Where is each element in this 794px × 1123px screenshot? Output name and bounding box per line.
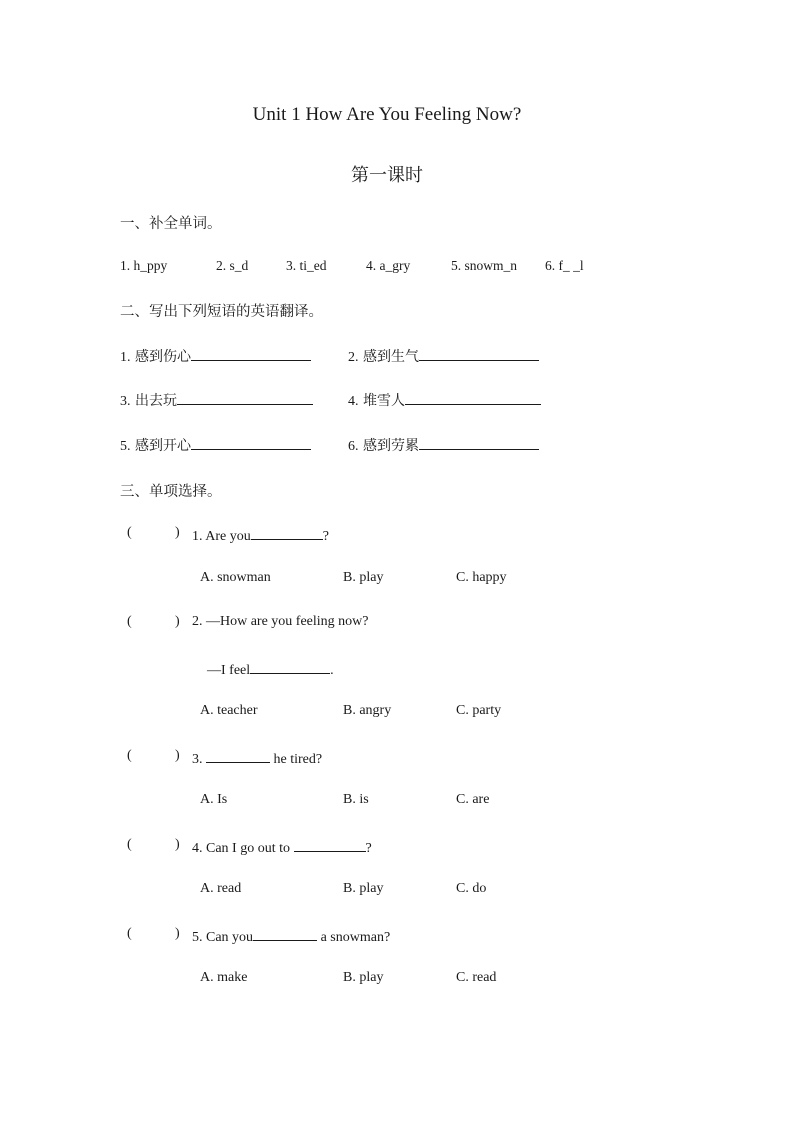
- section-1-heading: 一、补全单词。: [120, 216, 222, 232]
- answer-blank[interactable]: [419, 346, 539, 361]
- word-item: 6. f_ _l: [545, 258, 584, 273]
- option-b[interactable]: B. angry: [343, 703, 392, 718]
- question-4: 4. Can I go out to ?: [192, 837, 372, 857]
- answer-blank[interactable]: [253, 926, 317, 941]
- option-b[interactable]: B. play: [343, 570, 384, 585]
- option-a[interactable]: A. teacher: [200, 703, 258, 718]
- option-c[interactable]: C. are: [456, 792, 490, 807]
- option-a[interactable]: A. make: [200, 970, 248, 985]
- answer-paren-left: (: [127, 614, 132, 629]
- question-2-reply: —I feel .: [207, 659, 334, 679]
- option-b[interactable]: B. play: [343, 970, 384, 985]
- answer-paren-left: (: [127, 926, 132, 941]
- lesson-subtitle: 第一课时: [351, 165, 423, 186]
- word-item: 3. ti_ed: [286, 258, 327, 273]
- answer-paren-right: ): [175, 614, 180, 629]
- section-2-heading: 二、写出下列短语的英语翻译。: [120, 304, 323, 320]
- option-b[interactable]: B. play: [343, 881, 384, 896]
- answer-paren-right: ): [175, 748, 180, 763]
- option-b[interactable]: B. is: [343, 792, 369, 807]
- question-5: 5. Can you a snowman?: [192, 926, 390, 946]
- answer-blank[interactable]: [191, 435, 311, 450]
- question-3: 3. he tired?: [192, 748, 322, 768]
- answer-paren-right: ): [175, 837, 180, 852]
- answer-paren-right: ): [175, 525, 180, 540]
- translation-item: 5. 感到开心: [120, 435, 311, 455]
- answer-paren-right: ): [175, 926, 180, 941]
- answer-blank[interactable]: [250, 659, 330, 674]
- answer-blank[interactable]: [419, 435, 539, 450]
- translation-item: 4. 堆雪人: [348, 390, 541, 410]
- option-c[interactable]: C. happy: [456, 570, 507, 585]
- word-item: 2. s_d: [216, 258, 249, 273]
- answer-blank[interactable]: [177, 390, 313, 405]
- answer-blank[interactable]: [191, 346, 311, 361]
- page-title: Unit 1 How Are You Feeling Now?: [252, 104, 522, 125]
- word-item: 5. snowm_n: [451, 258, 518, 273]
- option-a[interactable]: A. Is: [200, 792, 228, 807]
- option-a[interactable]: A. snowman: [200, 570, 271, 585]
- answer-blank[interactable]: [405, 390, 541, 405]
- option-c[interactable]: C. do: [456, 881, 487, 896]
- question-2: 2. —How are you feeling now?: [192, 614, 369, 629]
- translation-item: 2. 感到生气: [348, 346, 539, 366]
- answer-blank[interactable]: [251, 525, 323, 540]
- answer-paren-left: (: [127, 525, 132, 540]
- option-a[interactable]: A. read: [200, 881, 242, 896]
- answer-paren-left: (: [127, 837, 132, 852]
- word-completion-row: [0, 258, 794, 278]
- translation-item: 6. 感到劳累: [348, 435, 539, 455]
- answer-blank[interactable]: [206, 748, 270, 763]
- answer-blank[interactable]: [294, 837, 366, 852]
- translation-item: 3. 出去玩: [120, 390, 313, 410]
- word-item: 1. h_ppy: [120, 258, 168, 273]
- question-1: 1. Are you ?: [192, 525, 329, 545]
- option-c[interactable]: C. party: [456, 703, 502, 718]
- section-3-heading: 三、单项选择。: [120, 484, 222, 500]
- word-item: 4. a_gry: [366, 258, 411, 273]
- answer-paren-left: (: [127, 748, 132, 763]
- option-c[interactable]: C. read: [456, 970, 497, 985]
- translation-item: 1. 感到伤心: [120, 346, 311, 366]
